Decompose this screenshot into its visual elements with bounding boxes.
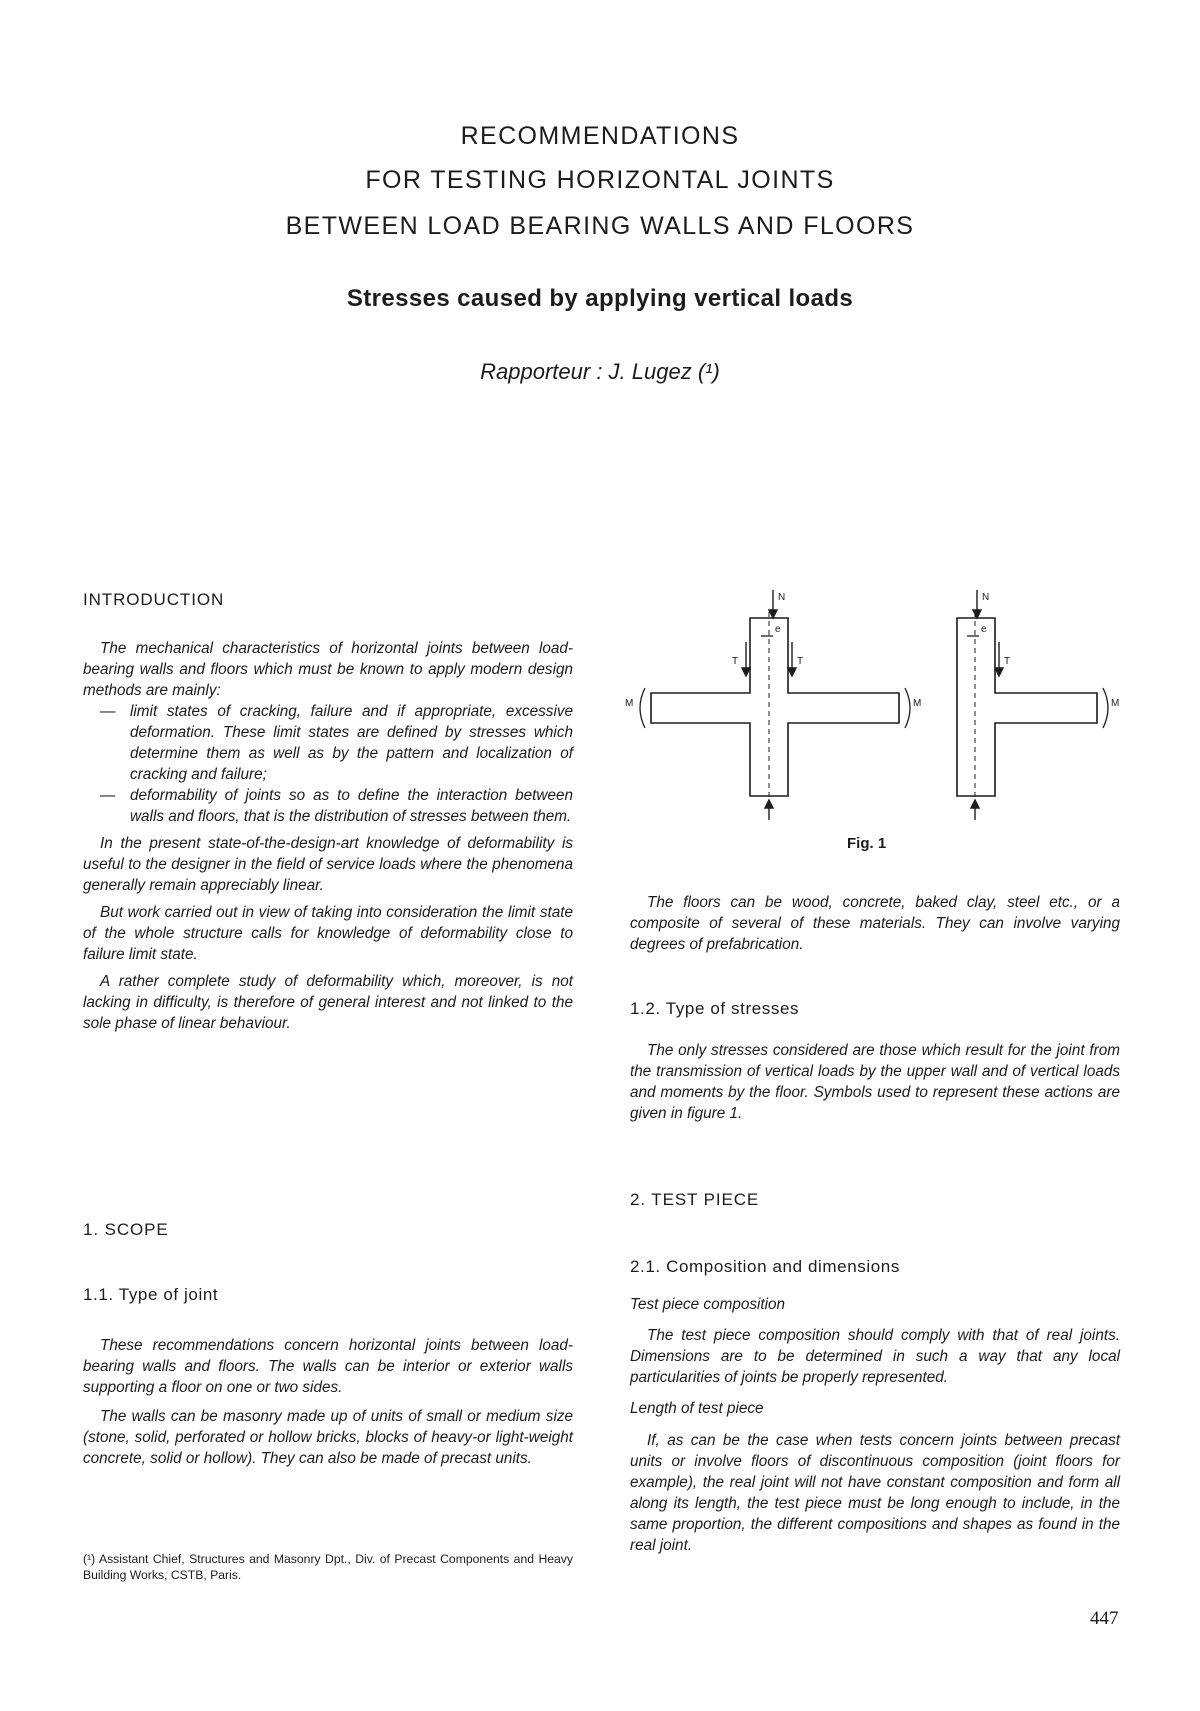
scope-heading: 1. SCOPE: [83, 1220, 169, 1239]
title-line-3: BETWEEN LOAD BEARING WALLS AND FLOORS: [285, 212, 915, 240]
right-m-label: M: [913, 698, 922, 709]
length-label: Length of test piece: [630, 1400, 764, 1417]
intro-paragraph-4: A rather complete study of deformability which, moreover, is not lacking in difficulty, is therefore of general interest and not linked to the sole phase of linear behaviour.: [83, 973, 573, 1032]
intro-bullet-list: [83, 701, 573, 827]
scope-paragraph-1: These recommendations concern horizontal joints between load-bearing walls and floors. The walls can be interior or exterior walls supporting a floor on one or two sides.: [83, 1337, 573, 1396]
intro-bullet-1: — limit states of cracking, failure and if appropriate, excessive deformation. These limit states are defined by stresses which determine them as well as by the pattern and localization of cracking and failure;: [83, 701, 573, 785]
title-line-2: FOR TESTING HORIZONTAL JOINTS: [365, 166, 835, 194]
left-cross-outline: [651, 618, 899, 796]
right-t-label: T: [1004, 656, 1011, 667]
stresses-body: [630, 1040, 1120, 1124]
composition-paragraph: The test piece composition should comply with that of real joints. Dimensions are to be determined in such a way that any local particularities of joints be properly represented.: [630, 1327, 1120, 1386]
scope-body: [83, 1335, 573, 1469]
floors-paragraph: The floors can be wood, concrete, baked clay, steel etc., or a composite of several of these materials. They can involve varying degrees of prefabrication.: [630, 894, 1120, 953]
intro-paragraph-1: The mechanical characteristics of horizontal joints between load-bearing walls and floors which must be known to apply modern design methods are mainly:: [83, 640, 573, 699]
page-number: 447: [1090, 1608, 1119, 1629]
right-reaction-arrowhead: [971, 800, 979, 808]
left-t-arrowhead-right: [788, 668, 796, 676]
title-line-1: RECOMMENDATIONS: [460, 122, 740, 150]
left-t-arrowhead-left: [742, 668, 750, 676]
right-tee-outline: [957, 618, 1097, 796]
figure-1-diagram: [615, 590, 1135, 820]
floors-body: [630, 892, 1120, 955]
left-reaction-arrowhead: [765, 800, 773, 808]
left-m-label: M: [625, 698, 634, 709]
right-e-label: e: [981, 624, 987, 635]
introduction-heading: INTRODUCTION: [83, 590, 225, 609]
figure-caption: Fig. 1: [847, 835, 887, 852]
type-of-stresses-heading: 1.2. Type of stresses: [630, 999, 800, 1018]
stresses-paragraph: The only stresses considered are those which result for the joint from the transmission of vertical loads by the upper wall and of vertical loads and moments by the floor. Symbols used to represent these actions are given in figure 1.: [630, 1042, 1120, 1122]
intro-paragraph-3: But work carried out in view of taking into consideration the limit state of the whole structure calls for knowledge of deformability close to failure limit state.: [83, 904, 573, 963]
left-n-arrowhead: [769, 610, 777, 618]
intro-paragraph-2: In the present state-of-the-design-art knowledge of deformability is useful to the designer in the field of service loads where the phenomena generally remain appreciably linear.: [83, 835, 573, 894]
right-m-arc: [905, 688, 910, 728]
composition-label: Test piece composition: [630, 1296, 786, 1313]
length-paragraph: If, as can be the case when tests concern joints between precast units or involve floors of discontinuous composition (joint floors for example), the real joint will not have constant composition and form all along its length, the test piece must be long enough to include, in the same proportion, the different compositions and shapes as found in the real joint.: [630, 1432, 1120, 1554]
composition-heading: 2.1. Composition and dimensions: [630, 1257, 900, 1276]
left-t-label-left: T: [732, 656, 739, 667]
right-t-arrowhead: [995, 668, 1003, 676]
subtitle: Stresses caused by applying vertical loads: [346, 285, 854, 312]
right-n-arrowhead: [973, 610, 981, 618]
composition-body: [630, 1325, 1120, 1388]
left-m-arc: [640, 688, 645, 728]
intro-bullet-2: — deformability of joints so as to define the interaction between walls and floors, that is the distribution of stresses between them.: [83, 785, 573, 827]
right-n-label: N: [982, 592, 990, 603]
footnote: (¹) Assistant Chief, Structures and Masonry Dpt., Div. of Precast Components and Heavy Building Works, CSTB, Paris.: [83, 1552, 573, 1582]
introduction-body: [83, 638, 573, 1034]
scope-paragraph-2: The walls can be masonry made up of units of small or medium size (stone, solid, perforated or hollow bricks, blocks of heavy-or light-weight concrete, solid or hollow). They can also be made of precast units.: [83, 1408, 573, 1467]
type-of-joint-heading: 1.1. Type of joint: [83, 1285, 219, 1304]
left-e-label: e: [775, 624, 781, 635]
left-n-label: N: [778, 592, 786, 603]
rapporteur: Rapporteur : J. Lugez (¹): [480, 359, 720, 384]
test-piece-heading: 2. TEST PIECE: [630, 1190, 760, 1209]
far-right-m-label: M: [1111, 698, 1120, 709]
far-right-m-arc: [1103, 688, 1108, 728]
length-body: [630, 1430, 1120, 1556]
left-t-label-right: T: [797, 656, 804, 667]
